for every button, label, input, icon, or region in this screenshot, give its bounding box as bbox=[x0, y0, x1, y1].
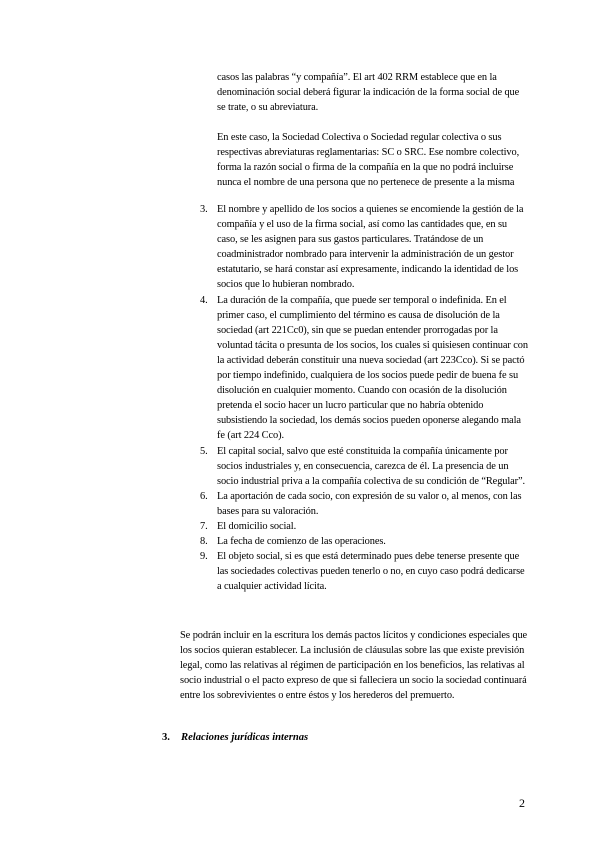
list-item-text: El capital social, salvo que esté constituida la compañía únicamente por socios industriales y, en consecuencia, carezca de él. La presencia de un socio industrial priva a la compañía colectiva de su condición de “Regular”. bbox=[217, 445, 526, 487]
list-item-number: 8. bbox=[200, 536, 208, 548]
list-item-text: El nombre y apellido de los socios a quienes se encomiende la gestión de la compañía y el uso de la firma social, así como las cantidades que, en su caso, se les asignen para sus gastos particulares. Tratándose de un coadministrador nombrado para intervenir la administración de un gestor estatutario, se hará constar así expresamente, indicando la identidad de los socios que lo hubieran nombrado. bbox=[217, 204, 524, 291]
list-item-text: La duración de la compañía, que puede ser temporal o indefinida. En el primer caso, el cumplimiento del término es causa de disolución de la sociedad (art 221Cc0), sin que se puedan entender prorrogadas por la voluntad tácita o presunta de los socios, los cuales si quisiesen continuar con la actividad deberán constituir una nueva sociedad (art 223Cco). Si se pactó por tiempo indefinido, cualquiera de los socios puede pedir de buena fe su disolución en cualquier momento. Cuando con ocasión de la disolución pretenda el socio hacer un lucro particular que no habría obtenido subsistiendo la sociedad, los demás socios pueden oponerse alegando mala fe (art 224 Cco). bbox=[217, 294, 528, 442]
list-item bbox=[200, 519, 530, 534]
list-item bbox=[200, 293, 530, 444]
list-item-text: La fecha de comienzo de las operaciones. bbox=[217, 536, 386, 548]
list-item bbox=[200, 202, 530, 293]
list-item-number: 3. bbox=[200, 204, 208, 215]
intro-paragraph-1: casos las palabras “y compañía”. El art 402 RRM establece que en la denominación social deberá figurar la indicación de la forma social de que se trate, o su abreviatura. bbox=[217, 72, 520, 114]
list-item bbox=[200, 489, 530, 519]
list-item bbox=[200, 444, 530, 489]
list-item bbox=[200, 534, 530, 549]
list-item-number: 6. bbox=[200, 490, 208, 502]
list-item-number: 5. bbox=[200, 445, 208, 457]
list-item bbox=[200, 549, 530, 594]
page-number: 2 bbox=[519, 796, 525, 810]
list-item-number: 7. bbox=[200, 520, 208, 532]
section-heading-title: Relaciones jurídicas internas bbox=[181, 732, 309, 743]
list-item-text: La aportación de cada socio, con expresión de su valor o, al menos, con las bases para su valoración. bbox=[217, 490, 522, 517]
list-item-number: 4. bbox=[200, 294, 208, 306]
section-heading-number: 3. bbox=[162, 732, 170, 743]
list-item-number: 9. bbox=[200, 551, 208, 563]
list-item-text: El objeto social, si es que está determinado pues debe tenerse presente que las sociedades colectivas pueden tenerlo o no, en cuyo caso podrá dedicarse a cualquier actividad lícita. bbox=[217, 551, 525, 593]
intro-paragraph-2: En este caso, la Sociedad Colectiva o Sociedad regular colectiva o sus respectivas abreviaturas reglamentarias: SC o SRC. Ese nombre colectivo, forma la razón social o firma de la compañía en la que no podrá incluirse nunca el nombre de una persona que no pertenece de presente a la misma bbox=[217, 132, 520, 189]
list-item-text: El domicilio social. bbox=[217, 520, 297, 532]
numbered-list bbox=[200, 202, 530, 594]
closing-paragraph: Se podrán incluir en la escritura los demás pactos lícitos y condiciones especiales que los socios quieran establecer. La inclusión de cláusulas sobre las que existe previsión legal, como las relativas al régimen de participación en los beneficios, las relativas al socio industrial o el pacto expreso de que si falleciera un socio la sociedad continuará entre los sobrevivientes o entre éstos y los herederos del premuerto. bbox=[180, 630, 528, 702]
section-heading bbox=[162, 732, 308, 743]
